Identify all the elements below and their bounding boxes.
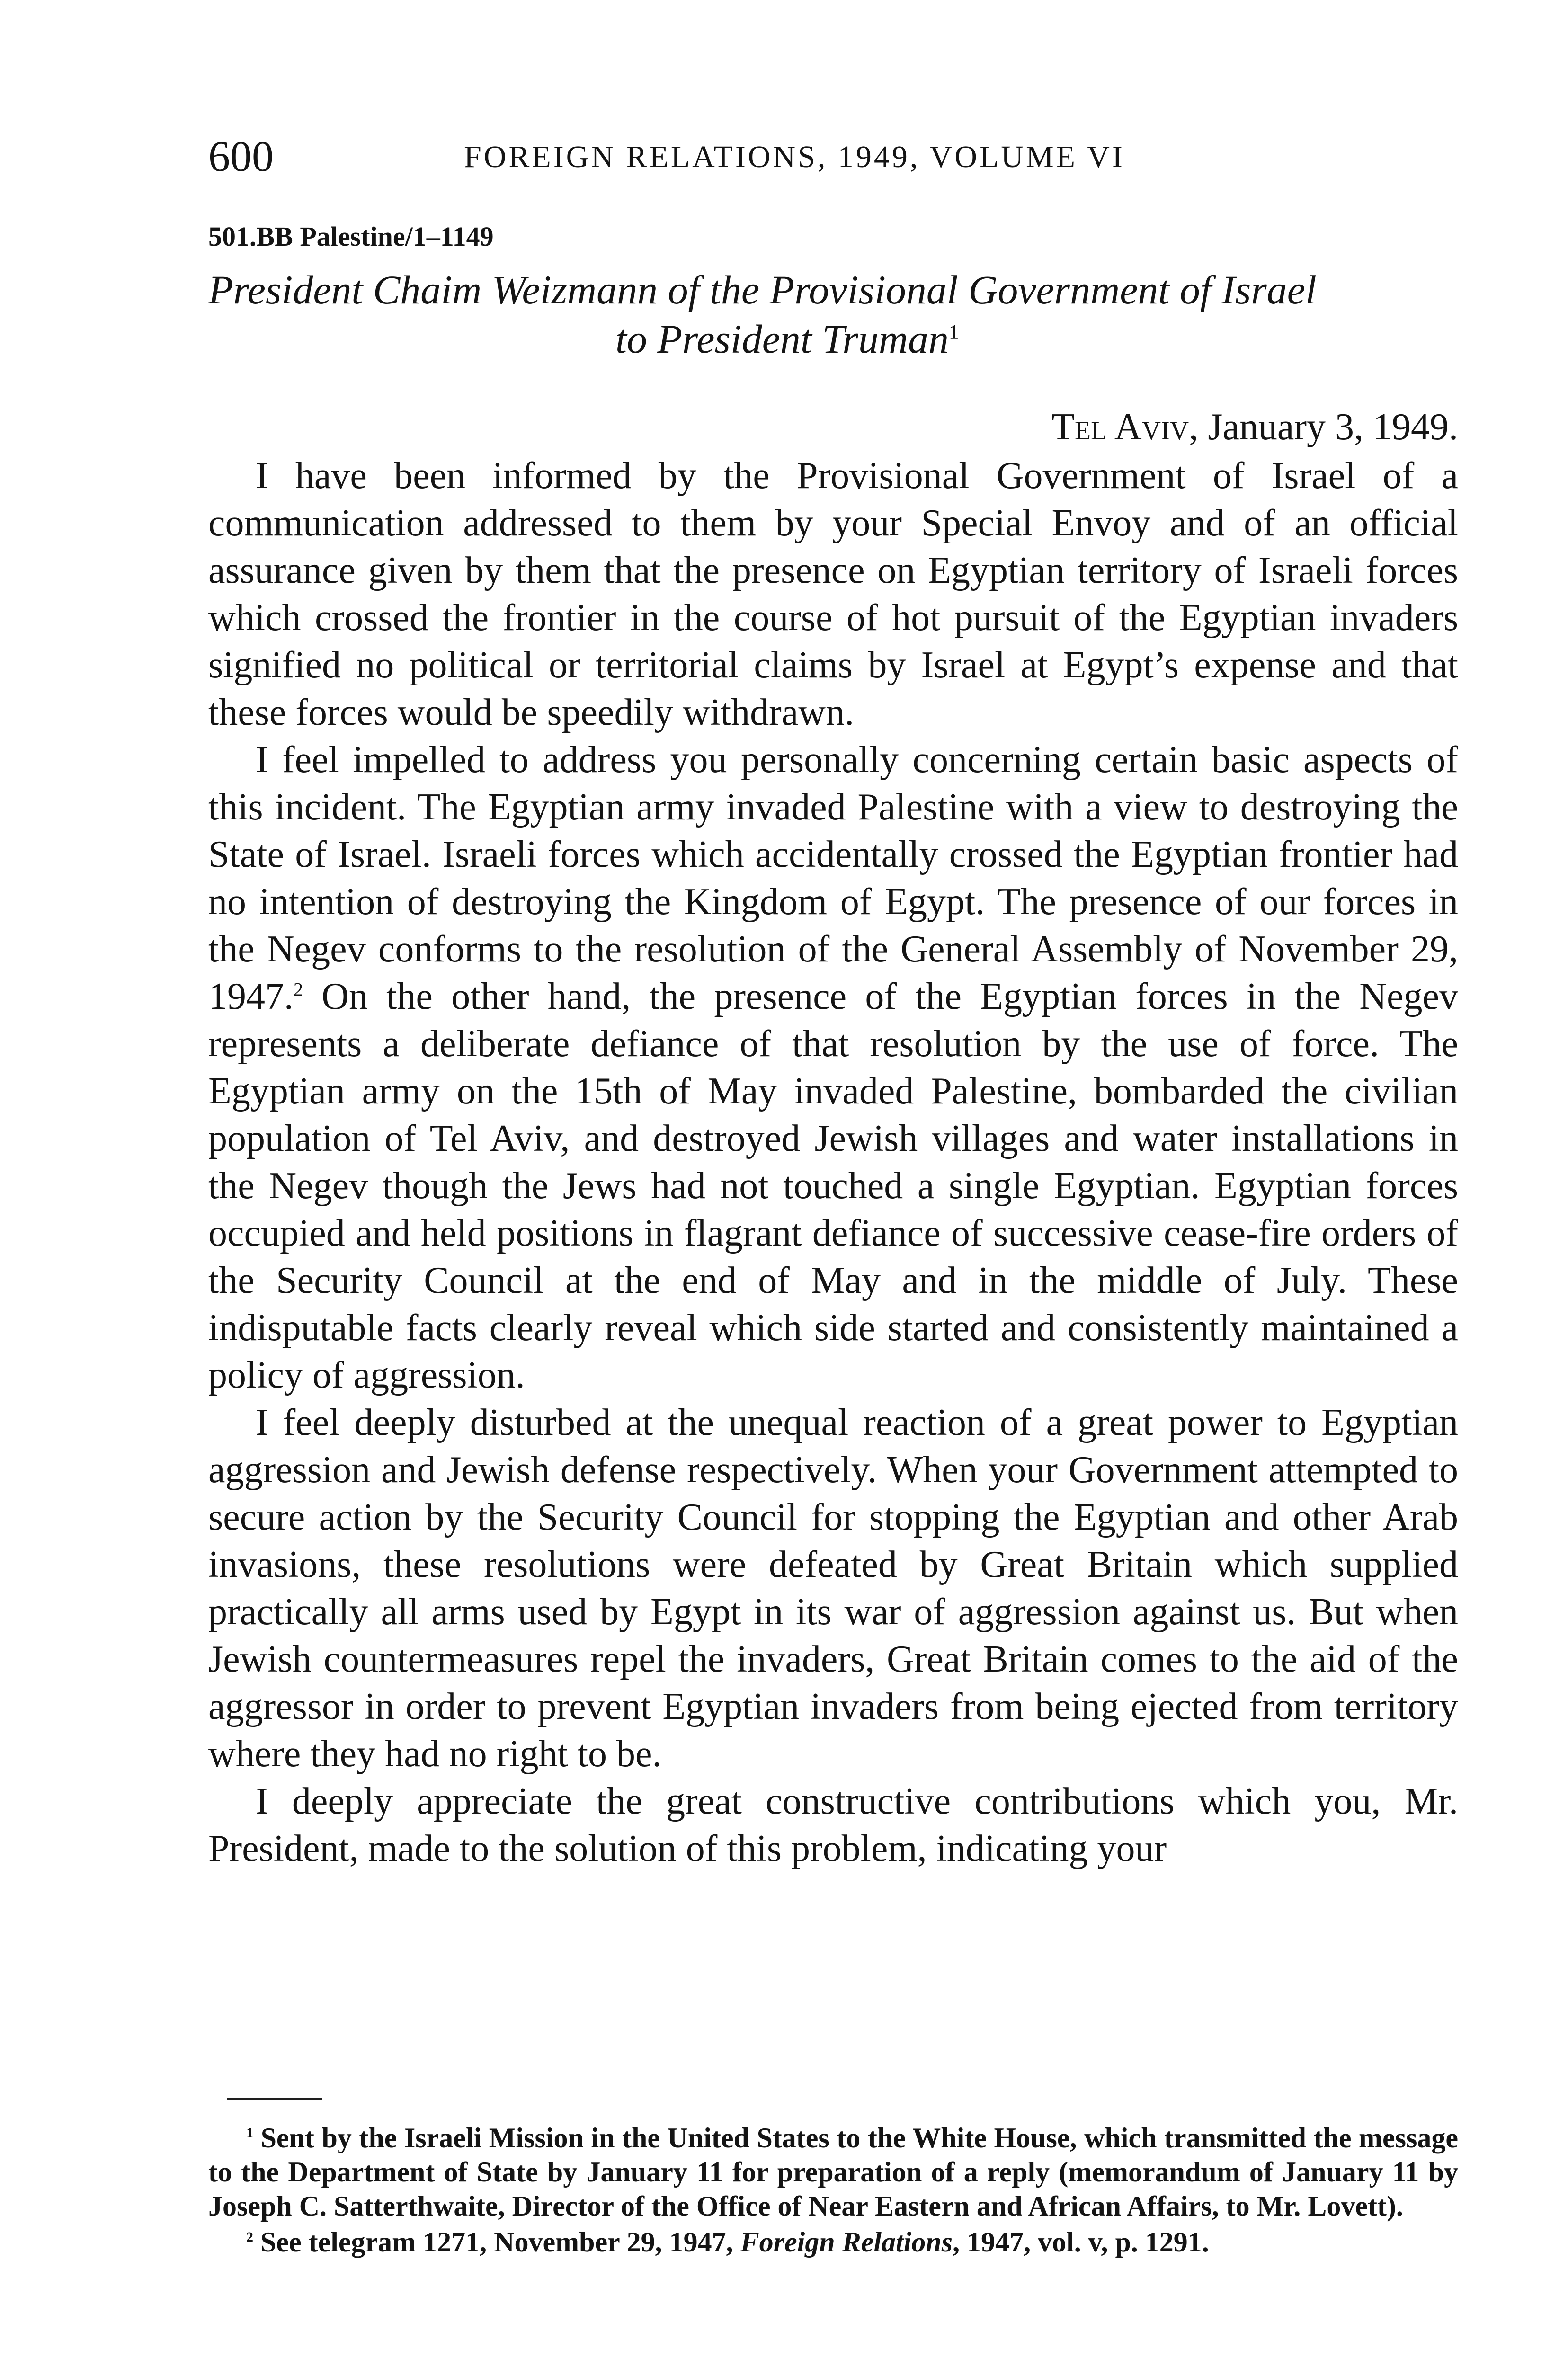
heading-line-2-text: to President Truman: [615, 316, 949, 362]
running-head: [208, 128, 1458, 194]
page-number: 600: [208, 132, 274, 180]
footnote-ref-2[interactable]: 2: [294, 979, 303, 1000]
letter-body: [208, 452, 1458, 1872]
dateline: [1051, 403, 1458, 451]
paragraph-2-part-1: I feel impelled to address you personally concerning certain basic aspects of this incident. The Egyptian army invaded Palestine with a view to destroying the State of Israel. Israeli forces which accidentally crossed the Egyptian frontier had no intention of destroying the Kingdom of Egypt. The presence of our forces in the Negev conforms to the resolution of the General Assembly of November 29, 1947.: [208, 739, 1458, 1017]
dateline-place: Tel Aviv: [1051, 406, 1189, 448]
footnote-1: [208, 2121, 1458, 2223]
footnote-2-text-after: , 1947, vol. v, p. 1291.: [953, 2226, 1209, 2258]
footnote-2: [208, 2225, 1458, 2259]
paragraph-4: I deeply appreciate the great constructive contributions which you, Mr. President, made to the solution of this problem, indicating your: [208, 1780, 1458, 1869]
footnote-2-marker: 2: [246, 2229, 253, 2245]
paragraph-3: I feel deeply disturbed at the unequal reaction of a great power to Egyptian aggression and Jewish defense respectively. When your Government attempted to secure action by the Security Council for stopping the Egyptian and other Arab invasions, these resolutions were defeated by Great Britain which supplied practically all arms used by Egypt in its war of aggression against us. But when Jewish countermeasures repel the invaders, Great Britain comes to the aid of the aggressor in order to prevent Egyptian invaders from being ejected from territory where they had no right to be.: [208, 1402, 1458, 1775]
footnote-1-marker: 1: [246, 2125, 253, 2141]
footnote-2-publication: Foreign Relations: [740, 2226, 953, 2258]
footnote-divider: [227, 2098, 322, 2100]
running-title: FOREIGN RELATIONS, 1949, VOLUME VI: [464, 140, 1125, 174]
dateline-date: , January 3, 1949.: [1189, 406, 1458, 448]
document-heading: [208, 265, 1458, 364]
file-number: 501.BB Palestine/1–1149: [208, 221, 494, 252]
paragraph-2-part-2: On the other hand, the presence of the Egyptian forces in the Negev represents a deliberate defiance of that resolution by the use of force. The Egyptian army on the 15th of May invaded Palestine, bombarded the civilian population of Tel Aviv, and destroyed Jewish villages and water installations in the Negev though the Jews had not touched a single Egyptian. Egyptian forces occupied and held positions in flagrant defiance of successive cease-fire orders of the Security Council at the end of May and in the middle of July. These indisputable facts clearly reveal which side started and consistently maintained a policy of aggression.: [208, 976, 1458, 1396]
paragraph-2: [208, 736, 1458, 1399]
footnote-ref-1[interactable]: 1: [948, 321, 959, 344]
heading-line-2: [208, 314, 1458, 364]
footnote-2-text-before: See telegram 1271, November 29, 1947,: [260, 2226, 740, 2258]
footnote-1-text: Sent by the Israeli Mission in the United States to the White House, which transmitted the message to the Department of State by January 11 for preparation of a reply (memorandum of January 11 by Joseph C. Satterthwaite, Director of the Office of Near Eastern and African Affairs, to Mr. Lovett).: [208, 2122, 1459, 2222]
heading-line-1: President Chaim Weizmann of the Provisional Government of Israel: [208, 267, 1317, 312]
footnotes: [208, 2121, 1458, 2259]
paragraph-1: I have been informed by the Provisional Government of Israel of a communication addressed to them by your Special Envoy and of an official assurance given by them that the presence on Egyptian territory of Israeli forces which crossed the frontier in the course of hot pursuit of the Egyptian invaders signified no political or territorial claims by Israel at Egypt’s expense and that these forces would be speedily withdrawn.: [208, 455, 1458, 733]
